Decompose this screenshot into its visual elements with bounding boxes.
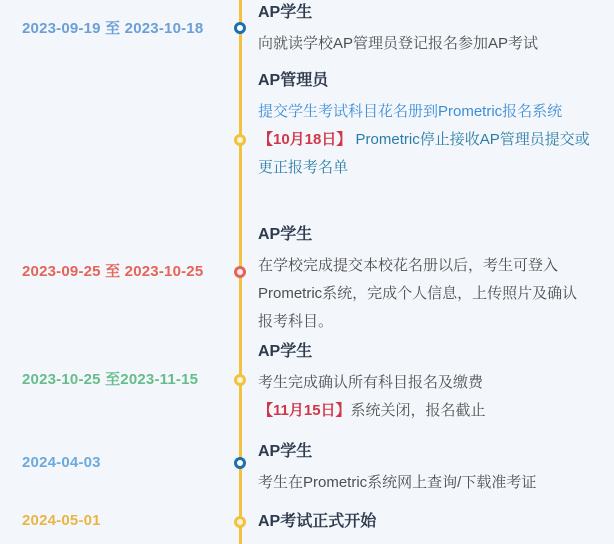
entry-heading: AP管理员 xyxy=(258,72,329,89)
entry-body: 考生在Prometric系统网上查询/下载准考证 xyxy=(258,474,537,491)
entry-deadline-note xyxy=(258,126,590,182)
deadline-date-highlight: 【10月18日】 xyxy=(258,131,352,148)
date-range-label: 2023-10-25 至2023-11-15 xyxy=(22,371,199,388)
entry-heading: AP学生 xyxy=(258,4,313,21)
entry-body: 在学校完成提交本校花名册以后，考生可登入Prometric系统，完成个人信息，上传照片及确认报考科目。 xyxy=(258,257,578,330)
roster-submission-link[interactable]: 提交学生考试科目花名册到Prometric报名系统 xyxy=(258,103,563,120)
timeline-dot xyxy=(234,457,246,469)
deadline-text: 系统关闭，报名截止 xyxy=(350,402,486,419)
timeline-dot xyxy=(234,22,246,34)
date-label: 2024-05-01 xyxy=(22,512,101,529)
date-label: 2024-04-03 xyxy=(22,454,101,471)
entry-heading: AP学生 xyxy=(258,443,313,460)
timeline-dot xyxy=(234,516,246,528)
timeline-dot xyxy=(234,374,246,386)
deadline-text: Prometric停止接收AP管理员提交或更正报考名单 xyxy=(258,131,590,176)
timeline-dot xyxy=(234,266,246,278)
deadline-date-highlight: 【11月15日】 xyxy=(258,402,351,419)
entry-heading: AP学生 xyxy=(258,343,313,360)
entry-body: 向就读学校AP管理员登记报名参加AP考试 xyxy=(258,35,539,52)
entry-body: 考生完成确认所有科目报名及缴费 xyxy=(258,374,484,391)
entry-heading: AP学生 xyxy=(258,226,313,243)
date-range-label: 2023-09-25 至 2023-10-25 xyxy=(22,263,204,280)
entry-heading: AP考试正式开始 xyxy=(258,513,377,530)
entry-deadline-note xyxy=(258,397,590,425)
date-range-label: 2023-09-19 至 2023-10-18 xyxy=(22,20,204,37)
timeline-dot xyxy=(234,134,246,146)
